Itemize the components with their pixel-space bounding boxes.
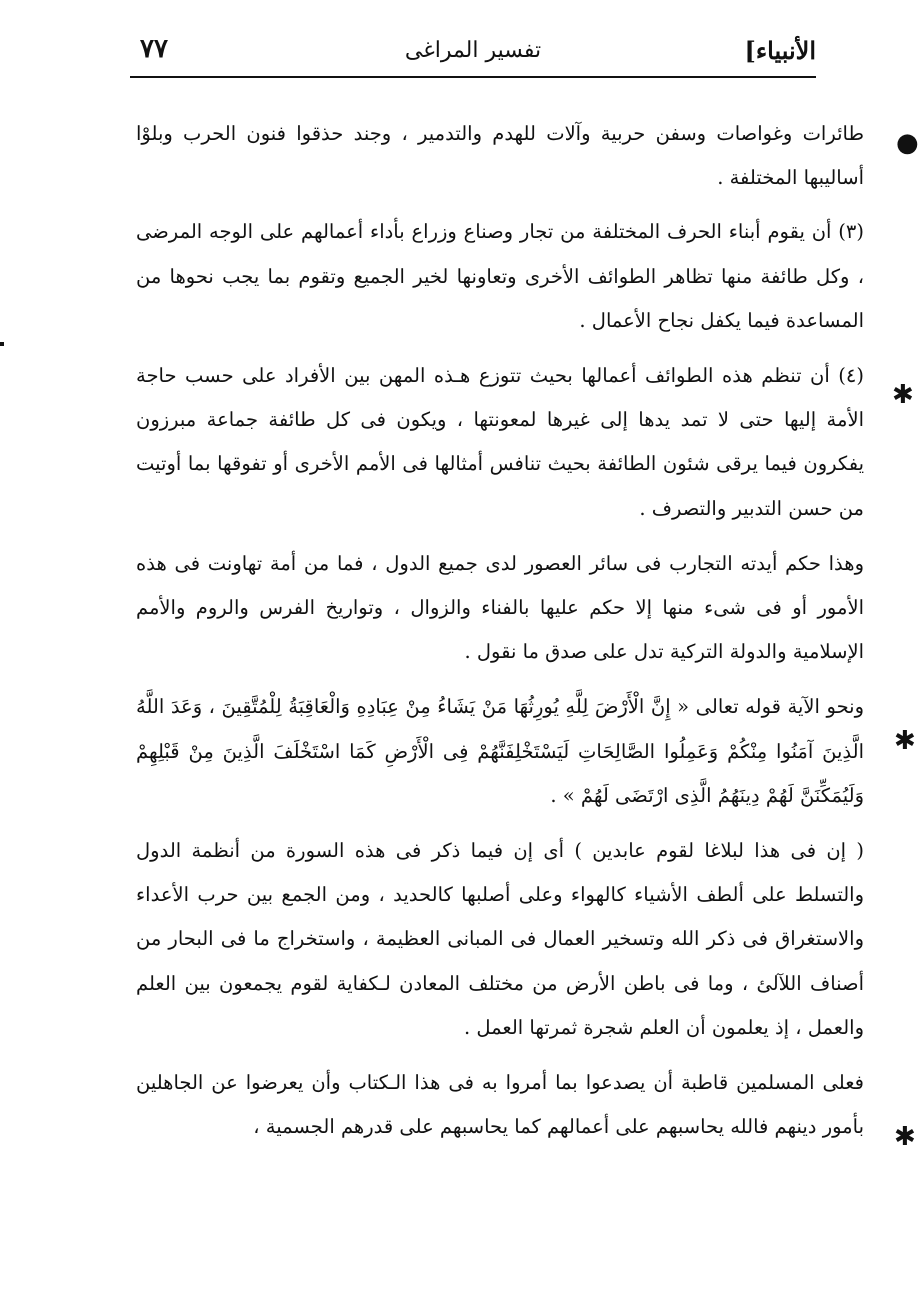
margin-mark-2: ✱ xyxy=(892,380,914,410)
running-title: الأنبياء] xyxy=(744,36,816,65)
paragraph-2: (٣) أن يقوم أبناء الحرف المختلفة من تجار وصناع وزراع بأداء أعمالهم على الوجه المرضى ، وكل طائفة منها تظاهر الطوائف الأخرى وتعاونها لخير الجميع وتقوم بما يجب نحوها من المساعدة فيما يكفل نجاح الأعمال . xyxy=(136,220,864,332)
page-number: ٧٧ xyxy=(140,34,168,64)
page-header xyxy=(130,28,816,78)
paragraph-3: (٤) أن تنظم هذه الطوائف أعمالها بحيث تتوزع هـذه المهن بين الأفراد على حسب حاجة الأمة إليها حتى لا تمد يدها إلى غيرها لمعونتها ، ويكون فى كل طائفة جماعة مبرزون يفكرون فيما يرقى شئون الطائفة بحيث تنافس أمثالها فى الأمم الأخرى أو تفوقها بما أوتيت من حسن التدبير والتصرف . xyxy=(136,364,864,520)
paragraph-1: طائرات وغواصات وسفن حربية وآلات للهدم والتدمير ، وجند حذقوا فنون الحرب وبلوْا أساليبها المختلفة . xyxy=(136,122,864,190)
scan-edge-mark xyxy=(0,342,4,346)
header-rule xyxy=(130,76,816,78)
book-title: تفسير المراغى xyxy=(404,38,542,63)
paragraph-6: ( إن فى هذا لبلاغا لقوم عابدين ) أى إن فيما ذكر فى هذه السورة من أنظمة الدول والتسلط على ألطف الأشياء كالهواء وعلى أصلبها كالحديد ، ومن الجمع بين حرب الأعداء والاستغراق فى ذكر الله وتسخير العمال فى المبانى العظيمة ، واستخراج ما فى البحار من أصناف اللآلئ ، وما فى باطن الأرض من مختلف المعادن لـكفاية لقوم يجمعون بين العلم والعمل ، إذ يعلمون أن العلم شجرة ثمرتها العمل . xyxy=(136,839,864,1039)
body-text xyxy=(136,112,864,1160)
paragraph-7: فعلى المسلمين قاطبة أن يصدعوا بما أمروا به فى هذا الـكتاب وأن يعرضوا عن الجاهلين بأمور دينهم فالله يحاسبهم على أعمالهم كما يحاسبهم على قدرهم الجسمية ، xyxy=(136,1071,864,1139)
margin-mark-1: ● xyxy=(896,128,919,158)
margin-mark-4: ✱ xyxy=(894,1122,916,1152)
margin-mark-3: ✱ xyxy=(894,726,916,756)
paragraph-4: وهذا حكم أيدته التجارب فى سائر العصور لدى جميع الدول ، فما من أمة تهاونت فى هذه الأمور أو فى شىء منها إلا حكم عليها بالفناء والزوال ، وتواريخ الفرس والروم والأمم الإسلامية والدولة التركية تدل على صدق ما نقول . xyxy=(136,551,864,664)
quran-quote-paragraph: ونحو الآية قوله تعالى « إِنَّ الْأَرْضَ لِلَّهِ يُورِثُهَا مَنْ يَشَاءُ مِنْ عِبَادِهِ وَالْعَاقِبَةُ لِلْمُتَّقِينَ ، وَعَدَ اللَّهُ الَّذِينَ آمَنُوا مِنْكُمْ وَعَمِلُوا الصَّالِحَاتِ لَيَسْتَخْلِفَنَّهُمْ فِى الْأَرْضِ كَمَا اسْتَخْلَفَ الَّذِينَ مِنْ قَبْلِهِمْ وَلَيُمَكِّنَنَّ لَهُمْ دِينَهُمُ الَّذِى ارْتَضَى لَهُمْ » . xyxy=(136,695,864,807)
